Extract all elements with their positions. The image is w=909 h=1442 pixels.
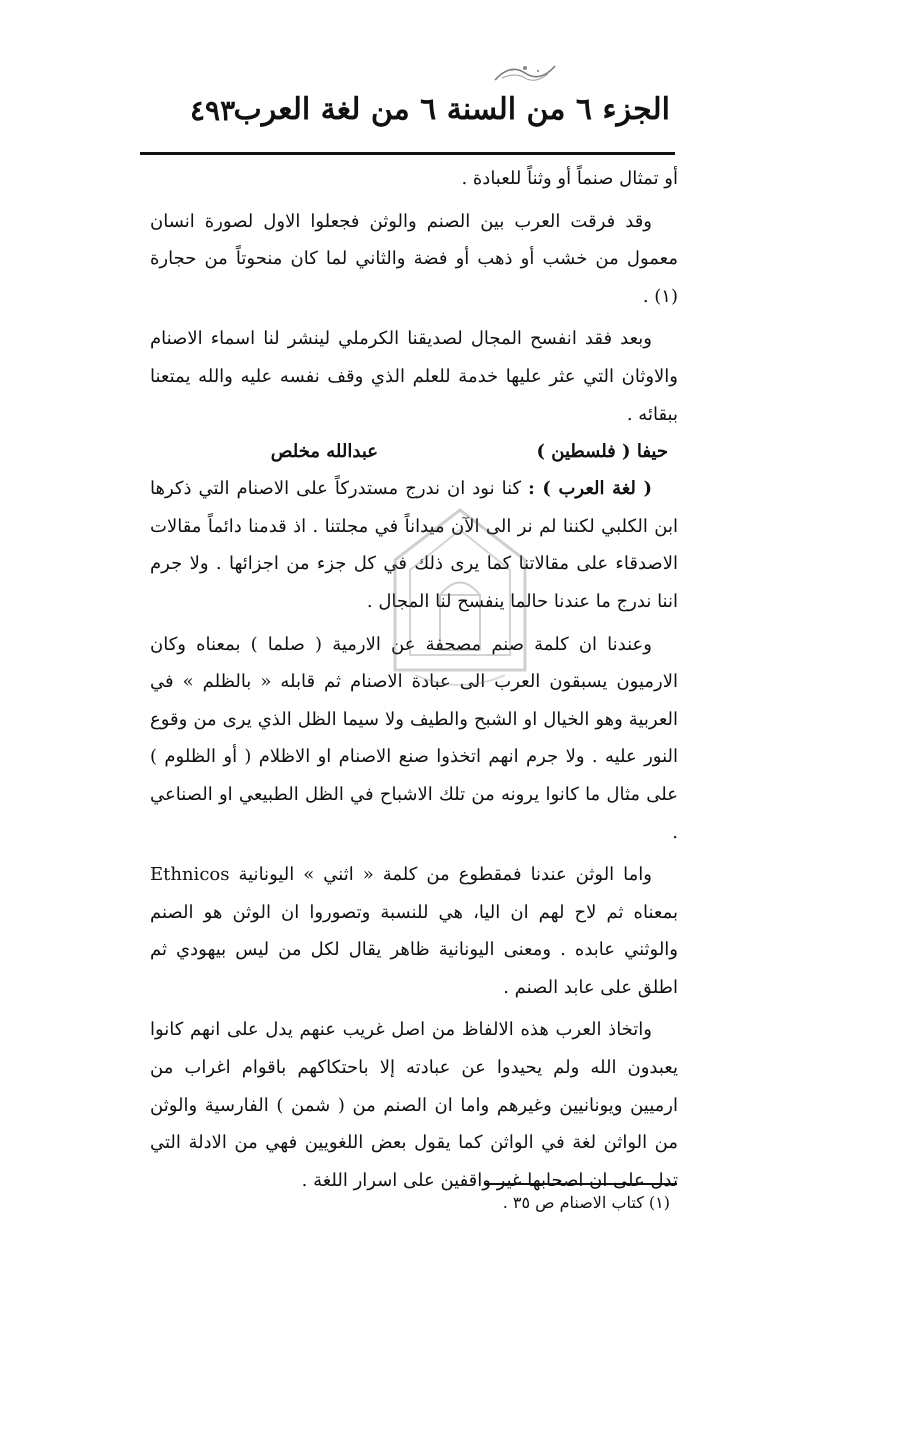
editor-label: ( لغة العرب ) :: [528, 478, 653, 500]
library-watermark-icon: [375, 500, 545, 700]
footnote-rule: [485, 1183, 677, 1185]
header-ornament-icon: [490, 58, 560, 88]
editor-note-text: كنا نود ان ندرج مستدركاً على الاصنام التي ذكرها ابن الكلبي لكننا لم نر الى الآن ميداناً في مجلتنا . اذ قدمنا دائماً مقالات الاصدقاء على مقالاتنا كما يرى ذلك في كل جزء من اجزائها . ولا جرم اننا ندرج ما عندنا حالما ينفسح لنا المجال .: [150, 478, 678, 612]
paragraph: وقد فرقت العرب بين الصنم والوثن فجعلوا الاول لصورة انسان معمول من خشب أو ذهب أو فضة والثاني لما كان منحوتاً من حجارة (١) .: [150, 210, 678, 307]
paragraph: واما الوثن عندنا فمقطوع من كلمة « اثني » اليونانية Ethnicos بمعناه ثم لاح لهم ان اليا، هي للنسبة وتصوروا ان الوثن هو الصنم والوثني عابده . ومعنى اليونانية ظاهر يقال لكل من ليس بيهودي ثم اطلق على عابد الصنم .: [150, 864, 678, 998]
paragraph: أو تمثال صنماً أو وثناً للعبادة .: [461, 168, 678, 189]
footnote: (١) كتاب الاصنام ص ٣٥ .: [502, 1193, 670, 1212]
header-title: الجزء ٦ من السنة ٦ من لغة العرب: [233, 92, 670, 127]
paragraph: وبعد فقد انفسح المجال لصديقنا الكرملي لينشر لنا اسماء الاصنام والاوثان التي عثر عليها خدمة للعلم الذي وقف نفسه عليه والله يمتعنا ببقائه .: [150, 328, 678, 425]
paragraph: وعندنا ان كلمة صنم مصحفة عن الارمية ( صلما ) بمعناه وكان الارميون يسبقون العرب الى عبادة الاصنام ثم قابله « بالظلم » في العربية وهو الخيال او الشبح والطيف ولا سيما الظل الذي يرى من وقوع النور عليه . ولا جرم انهم اتخذوا صنع الاصنام او الاظلام ( أو الظلوم ) على مثال ما كانوا يرونه من تلك الاشباح في الظل الطبيعي او الصناعي .: [150, 633, 678, 843]
signature-name: عبدالله مخلص: [270, 441, 378, 463]
page-number: ٤٩٣: [190, 94, 236, 127]
running-header: [150, 92, 670, 142]
signature: [150, 433, 678, 470]
header-rule: [140, 152, 675, 155]
paragraph: واتخاذ العرب هذه الالفاظ من اصل غريب عنهم يدل على انهم كانوا يعبدون الله ولم يحيدوا عن عبادته إلا باحتكاكهم باقوام اغراب من ارميين ويونانيين وغيرهم واما ان الصنم من ( شمن ) الفارسية والوثن من الواثن لغة في الواثن كما يقول بعض اللغويين فهي من الادلة التي تدل على ان اصحابها غير واقفين على اسرار اللغة .: [150, 1019, 678, 1191]
signature-place: حيفا ( فلسطين ): [536, 441, 668, 463]
